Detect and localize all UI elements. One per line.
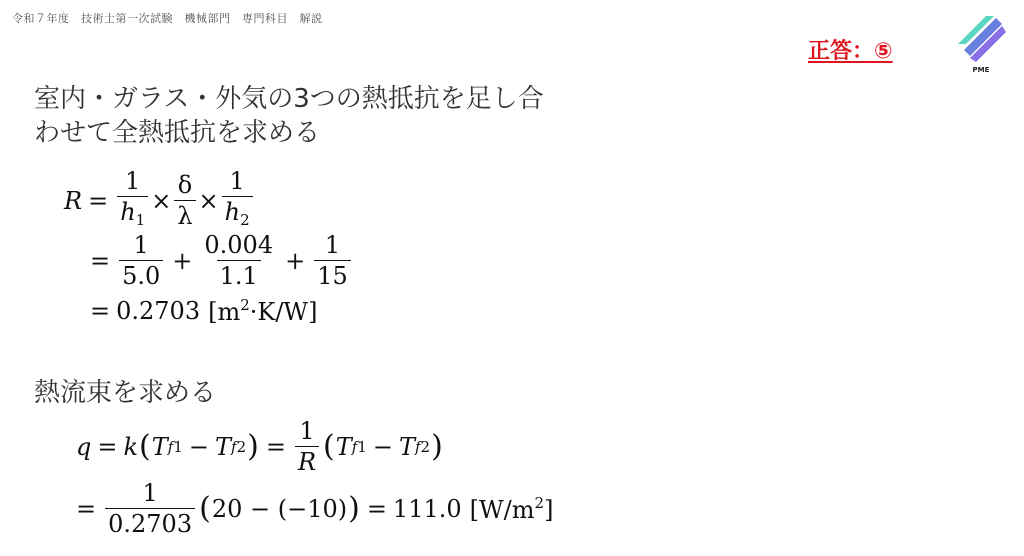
paren-open: ( <box>139 429 151 464</box>
sub-f2: f2 <box>231 437 247 456</box>
minus-sign: − <box>188 432 209 461</box>
equals-sign: = <box>265 432 286 461</box>
fraction-1-over-02703 <box>105 478 195 539</box>
sub-heading: 熱流束を求める <box>34 378 217 408</box>
paren-open: ( <box>199 491 211 526</box>
unit-open: [m <box>208 298 241 326</box>
fraction-1-over-15 <box>314 230 351 291</box>
sub-f2: f2 <box>414 437 431 456</box>
sub-f1: f1 <box>167 437 183 456</box>
q-result: 111.0 <box>392 494 462 523</box>
r-unit <box>208 296 317 326</box>
plus-sign: + <box>285 246 306 275</box>
equals-sign: = <box>76 494 97 523</box>
fraction-1-over-h2 <box>222 166 253 235</box>
paren-close: ) <box>431 429 443 464</box>
minus-sign: − <box>372 432 393 461</box>
var-h: h <box>224 198 241 226</box>
plus-sign: + <box>172 246 193 275</box>
fraction-0004-over-11 <box>201 230 276 291</box>
sub-1: 1 <box>135 211 146 229</box>
frac-den: 15 <box>314 260 351 291</box>
frac-num: 1 <box>324 231 341 259</box>
frac-num: 1 <box>133 231 149 259</box>
unit-sup: 2 <box>240 296 250 314</box>
frac-num: 1 <box>142 479 158 507</box>
frac-num: 1 <box>229 167 245 195</box>
frac-den: R <box>295 446 319 477</box>
equals-sign: = <box>90 297 111 325</box>
intro-line-1: 室内・ガラス・外気の3つの熱抵抗を足し合 <box>34 84 544 114</box>
header-title: 令和７年度 技術士第一次試験 機械部門 専門科目 解説 <box>12 12 323 25</box>
frac-den: 1.1 <box>217 260 261 291</box>
frac-num: 1 <box>125 167 141 195</box>
logo-text: PME <box>972 66 990 74</box>
formula-q-line1 <box>76 416 444 477</box>
unit-open: [W/m <box>469 495 535 524</box>
answer-label: 正答：⑤ <box>808 39 893 64</box>
frac-num: δ <box>177 171 193 199</box>
intro-line-2: わせて全熱抵抗を求める <box>34 118 321 148</box>
paren-close: ) <box>348 491 360 526</box>
equals-sign: = <box>90 246 111 275</box>
pme-logo <box>952 10 1010 76</box>
pme-logo-icon <box>952 10 1010 66</box>
paren-close: ) <box>247 429 259 464</box>
var-T: T <box>214 432 231 461</box>
var-T: T <box>398 432 415 461</box>
fraction-delta-over-lambda <box>174 170 195 231</box>
q-unit <box>470 494 554 524</box>
formula-r-line2 <box>90 230 354 291</box>
fraction-1-over-h1 <box>117 166 148 235</box>
fraction-1-over-R <box>295 416 319 477</box>
formula-r-line1 <box>64 166 256 235</box>
equals-sign: = <box>97 432 118 461</box>
formula-r-line3 <box>90 296 317 326</box>
var-R: R <box>64 186 83 215</box>
var-k: k <box>123 432 139 461</box>
var-q: q <box>76 432 92 461</box>
var-T: T <box>151 432 168 461</box>
frac-num: 1 <box>299 417 315 445</box>
unit-close: ] <box>544 495 554 524</box>
unit-sup: 2 <box>534 493 545 512</box>
inner-expression: 20 − (−10) <box>211 494 348 523</box>
formula-q-line2 <box>76 478 553 539</box>
equals-sign: = <box>366 494 387 523</box>
frac-num: 0.004 <box>204 231 274 259</box>
fraction-1-over-5 <box>119 230 163 291</box>
equals-sign: = <box>88 186 109 215</box>
times-sign: × <box>151 186 172 215</box>
var-T: T <box>335 432 352 461</box>
r-value: 0.2703 <box>116 297 201 325</box>
times-sign: × <box>198 186 219 215</box>
paren-open: ( <box>323 429 335 464</box>
unit-close: ·K/W] <box>249 298 318 326</box>
frac-den: 5.0 <box>119 260 163 291</box>
frac-den: λ <box>174 200 195 231</box>
var-h: h <box>120 198 136 226</box>
sub-f1: f1 <box>351 437 367 456</box>
sub-2: 2 <box>240 211 250 229</box>
frac-den: 0.2703 <box>105 508 195 539</box>
intro-text <box>34 82 544 150</box>
